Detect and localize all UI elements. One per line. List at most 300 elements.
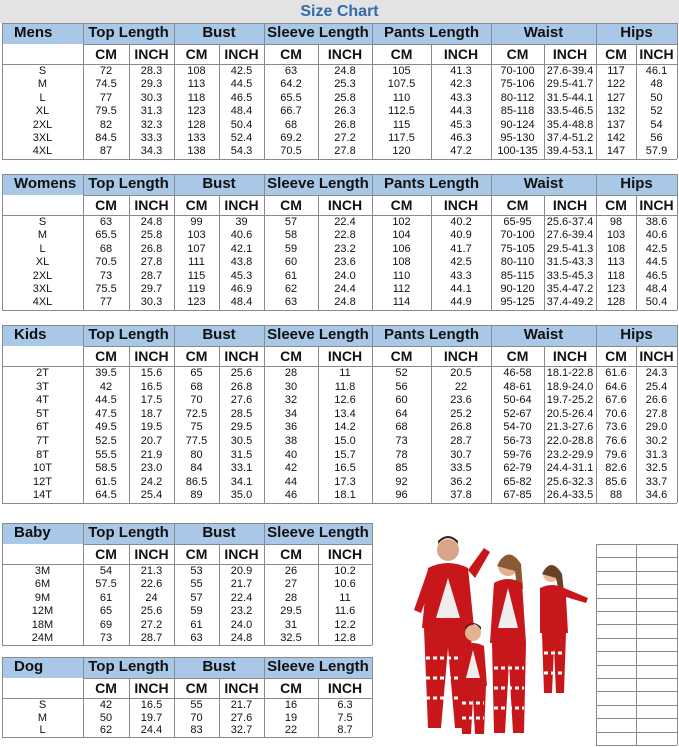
size-value: 25.6: [140, 605, 163, 618]
size-value: 61: [284, 269, 298, 282]
unit-inch-header: INCH: [552, 46, 588, 62]
size-value: 16: [284, 699, 298, 711]
unit-inch-header: INCH: [639, 197, 674, 213]
unit-cm-header: CM: [605, 348, 627, 364]
size-value: 35.4-48.8: [546, 118, 594, 131]
size-value: 10.6: [334, 578, 356, 591]
size-value: 72: [99, 65, 113, 77]
size-value: 75.5: [95, 283, 117, 295]
size-value: 44.5: [645, 256, 668, 269]
size-value: 42: [99, 380, 113, 393]
size-value: 43.3: [450, 91, 472, 104]
size-value: 25.6-37.4: [546, 216, 594, 228]
column-header: Pants Length: [372, 23, 491, 44]
size-value: 70-100: [500, 65, 535, 77]
size-value: 147: [606, 145, 626, 158]
size-value: 57.5: [95, 578, 117, 591]
size-value: 33.7: [645, 475, 668, 488]
unit-inch-header: INCH: [327, 348, 363, 364]
size-value: 52: [395, 367, 408, 379]
size-value: 30.3: [140, 296, 163, 309]
size-value: 26.8: [334, 118, 356, 131]
size-value: 113: [187, 78, 206, 91]
size-value: 63: [99, 216, 113, 228]
size-value: 65-95: [503, 216, 532, 228]
size-label: L: [39, 91, 46, 104]
size-value: 20.7: [140, 435, 163, 447]
size-value: 21.3: [140, 565, 163, 577]
unit-cm-header: CM: [95, 46, 117, 62]
size-value: 32.7: [230, 724, 253, 737]
size-value: 35.0: [230, 489, 253, 502]
size-value: 16.5: [140, 699, 163, 711]
size-value: 29.0: [645, 421, 668, 434]
size-value: 65.5: [280, 91, 302, 104]
size-value: 76.6: [605, 435, 627, 447]
size-value: 22.0-28.8: [546, 435, 594, 447]
size-label: 2XL: [32, 118, 53, 131]
size-value: 77: [99, 296, 113, 309]
size-value: 31.5-43.3: [546, 256, 594, 269]
size-value: 33.1: [230, 462, 253, 475]
size-value: 56: [650, 132, 663, 144]
column-header: Sleeve Length: [264, 657, 372, 678]
size-value: 40.6: [645, 229, 668, 242]
unit-inch-header: INCH: [327, 46, 363, 62]
unit-inch-header: INCH: [224, 680, 259, 696]
size-value: 24.4: [140, 724, 163, 737]
size-value: 104: [392, 229, 411, 242]
size-value: 82: [99, 118, 113, 131]
size-value: 70: [190, 711, 203, 724]
size-label: 4XL: [32, 296, 53, 309]
size-value: 67.6: [605, 394, 627, 407]
size-value: 27.6-39.4: [546, 229, 594, 242]
size-value: 44.5: [230, 78, 253, 91]
size-value: 22.8: [334, 229, 356, 242]
size-value: 95-130: [500, 132, 535, 144]
size-value: 27: [284, 578, 298, 591]
size-value: 23.2-29.9: [546, 448, 594, 461]
size-value: 59: [284, 242, 298, 255]
size-value: 25.4: [645, 380, 668, 393]
unit-inch-header: INCH: [134, 546, 169, 562]
size-value: 52-67: [503, 407, 532, 420]
size-value: 112: [392, 283, 411, 295]
size-label: XL: [35, 105, 50, 118]
section-title-dog: Dog: [2, 657, 83, 678]
size-value: 25.8: [140, 229, 163, 242]
unit-cm-header: CM: [280, 680, 302, 696]
size-value: 68: [395, 421, 408, 434]
size-value: 20.5-26.4: [546, 407, 594, 420]
size-value: 37.4-51.2: [546, 132, 594, 144]
size-value: 85-115: [500, 269, 535, 282]
size-value: 34.3: [140, 145, 163, 158]
size-value: 64.5: [95, 489, 117, 502]
size-value: 16.5: [334, 462, 356, 475]
size-value: 34.6: [645, 489, 668, 502]
size-value: 15.7: [334, 448, 356, 461]
size-value: 95-125: [500, 296, 535, 309]
size-label: 7T: [36, 435, 49, 447]
size-value: 50: [650, 91, 663, 104]
unit-cm-header: CM: [506, 348, 529, 364]
size-value: 64.6: [605, 380, 627, 393]
size-value: 19.7-25.2: [546, 394, 594, 407]
size-value: 87: [99, 145, 113, 158]
size-value: 34: [284, 407, 298, 420]
column-header: Sleeve Length: [264, 174, 372, 195]
size-value: 80-112: [500, 91, 535, 104]
size-value: 132: [606, 105, 626, 118]
size-value: 122: [606, 78, 626, 91]
column-header: Sleeve Length: [264, 523, 372, 544]
section-title-mens: Mens: [2, 23, 83, 44]
size-value: 77: [99, 91, 113, 104]
size-label: 14T: [33, 489, 52, 502]
size-value: 63: [284, 296, 298, 309]
family-pajamas-photo: [398, 528, 594, 744]
size-value: 27.6: [230, 711, 253, 724]
size-value: 31.3: [645, 448, 668, 461]
size-value: 61.6: [605, 367, 627, 379]
size-value: 70.5: [280, 145, 302, 158]
size-value: 84: [190, 462, 203, 475]
size-value: 108: [187, 65, 206, 77]
size-value: 62-79: [503, 462, 532, 475]
size-label: 8T: [36, 448, 49, 461]
size-value: 29.5-41.3: [546, 242, 594, 255]
size-label: M: [37, 78, 48, 91]
unit-inch-header: INCH: [443, 46, 479, 62]
size-value: 24: [145, 591, 158, 604]
unit-inch-header: INCH: [327, 680, 363, 696]
size-label: L: [39, 242, 46, 255]
size-value: 117: [607, 65, 625, 77]
size-value: 73.6: [605, 421, 627, 434]
size-value: 24.4-31.1: [546, 462, 594, 475]
size-value: 70-100: [500, 229, 535, 242]
size-value: 19.7: [140, 711, 163, 724]
size-value: 29.5: [230, 421, 253, 434]
size-value: 28: [284, 591, 298, 604]
size-value: 142: [606, 132, 626, 144]
unit-cm-header: CM: [506, 46, 529, 62]
size-value: 43.3: [450, 269, 472, 282]
unit-cm-header: CM: [605, 197, 627, 213]
size-value: 59: [190, 605, 203, 618]
size-value: 63: [190, 632, 203, 644]
size-value: 46: [284, 489, 298, 502]
size-value: 25.6-32.3: [546, 475, 594, 488]
size-value: 115: [392, 118, 411, 131]
size-value: 26.8: [140, 242, 163, 255]
size-value: 123: [606, 283, 626, 295]
size-value: 55.5: [95, 448, 117, 461]
size-value: 40.9: [450, 229, 472, 242]
size-value: 113: [607, 256, 625, 269]
size-value: 22: [454, 380, 468, 393]
size-value: 40.2: [450, 216, 472, 228]
size-value: 30.2: [645, 435, 668, 447]
size-value: 27.2: [140, 618, 163, 631]
size-value: 14.2: [334, 421, 356, 434]
size-value: 79.5: [95, 105, 117, 118]
size-value: 55: [190, 699, 203, 711]
size-value: 66.7: [280, 105, 302, 118]
size-value: 39.4-53.1: [546, 145, 594, 158]
column-header: Top Length: [83, 657, 174, 678]
size-value: 24.0: [230, 618, 253, 631]
size-value: 23.6: [450, 394, 472, 407]
size-value: 85-118: [500, 105, 535, 118]
size-value: 39.5: [95, 367, 117, 379]
size-value: 16.5: [140, 380, 163, 393]
size-value: 52: [650, 105, 663, 118]
size-value: 85.6: [605, 475, 627, 488]
column-header: Top Length: [83, 174, 174, 195]
unit-inch-header: INCH: [134, 197, 169, 213]
size-label: 3XL: [32, 132, 53, 144]
size-value: 31.5: [230, 448, 253, 461]
size-value: 36: [284, 421, 298, 434]
unit-cm-header: CM: [95, 546, 117, 562]
size-value: 25.4: [140, 489, 163, 502]
unit-cm-header: CM: [185, 197, 208, 213]
size-value: 60: [284, 256, 298, 269]
size-value: 28.7: [450, 435, 472, 447]
column-header: Bust: [174, 523, 264, 544]
size-value: 37.8: [450, 489, 472, 502]
column-header: Waist: [491, 325, 596, 346]
section-title-kids: Kids: [2, 325, 83, 346]
size-value: 24.2: [140, 475, 163, 488]
size-label: 24M: [31, 632, 54, 644]
size-value: 90-124: [500, 118, 535, 131]
size-value: 73: [99, 269, 113, 282]
size-value: 23.6: [334, 256, 356, 269]
size-value: 45.3: [450, 118, 472, 131]
column-header: Top Length: [83, 523, 174, 544]
size-value: 48.4: [230, 105, 253, 118]
size-label: 18M: [31, 618, 54, 631]
unit-cm-header: CM: [185, 348, 208, 364]
size-value: 83: [190, 724, 203, 737]
size-value: 22: [284, 724, 298, 737]
column-header: Hips: [596, 23, 677, 44]
column-header: Pants Length: [372, 174, 491, 195]
size-value: 103: [606, 229, 626, 242]
size-value: 80: [190, 448, 203, 461]
size-value: 18.1: [334, 489, 356, 502]
size-value: 46.9: [230, 283, 253, 295]
size-value: 115: [187, 269, 206, 282]
size-value: 57.9: [645, 145, 668, 158]
size-value: 90-120: [500, 283, 535, 295]
size-value: 57: [190, 591, 203, 604]
size-value: 17.3: [334, 475, 356, 488]
column-header: Pants Length: [372, 325, 491, 346]
size-value: 30.7: [450, 448, 472, 461]
size-value: 30.5: [230, 435, 253, 447]
size-value: 65: [99, 605, 113, 618]
size-value: 74.5: [95, 78, 117, 91]
size-value: 98: [609, 216, 623, 228]
size-value: 68: [190, 380, 203, 393]
size-value: 28.5: [230, 407, 253, 420]
column-header: Bust: [174, 174, 264, 195]
size-value: 118: [187, 91, 206, 104]
size-value: 12.2: [334, 618, 356, 631]
unit-inch-header: INCH: [134, 46, 169, 62]
size-value: 13.4: [334, 407, 356, 420]
size-value: 100-135: [497, 145, 538, 158]
size-value: 27.6: [230, 394, 253, 407]
size-value: 8.7: [337, 724, 353, 737]
size-value: 32: [284, 394, 298, 407]
size-value: 108: [392, 256, 411, 269]
size-value: 27.8: [140, 256, 163, 269]
column-header: Sleeve Length: [264, 325, 372, 346]
size-value: 86.5: [185, 475, 208, 488]
size-value: 57: [284, 216, 298, 228]
size-value: 111: [188, 256, 205, 269]
size-value: 29.5: [280, 605, 302, 618]
size-value: 21.9: [140, 448, 163, 461]
size-value: 82.6: [605, 462, 627, 475]
size-value: 127: [606, 91, 626, 104]
unit-inch-header: INCH: [224, 197, 259, 213]
size-value: 33.3: [140, 132, 163, 144]
size-value: 73: [395, 435, 408, 447]
size-value: 45.3: [230, 269, 253, 282]
size-value: 30.3: [140, 91, 163, 104]
size-value: 79.6: [605, 448, 627, 461]
size-value: 24.8: [230, 632, 253, 644]
unit-cm-header: CM: [95, 348, 117, 364]
size-value: 77.5: [185, 435, 208, 447]
size-value: 35.4-47.2: [546, 283, 594, 295]
size-value: 33.5-46.5: [546, 105, 594, 118]
size-value: 70: [190, 394, 203, 407]
size-value: 118: [607, 269, 625, 282]
size-value: 128: [606, 296, 626, 309]
column-header: Top Length: [83, 325, 174, 346]
size-value: 52.4: [230, 132, 253, 144]
unit-cm-header: CM: [506, 197, 529, 213]
size-label: 4XL: [32, 145, 53, 158]
chart-title: Size Chart: [0, 0, 679, 23]
size-value: 49.5: [95, 421, 117, 434]
size-value: 40: [284, 448, 298, 461]
size-value: 70.6: [605, 407, 627, 420]
size-value: 31.3: [140, 105, 163, 118]
size-value: 64: [395, 407, 408, 420]
size-value: 29.3: [140, 78, 163, 91]
section-title-womens: Womens: [2, 174, 83, 195]
size-value: 133: [187, 132, 206, 144]
size-value: 42.5: [450, 256, 472, 269]
size-value: 22.4: [334, 216, 356, 228]
size-value: 24.4: [334, 283, 356, 295]
size-value: 26: [284, 565, 298, 577]
size-label: 5T: [36, 407, 49, 420]
size-value: 56-73: [503, 435, 532, 447]
size-value: 42.5: [645, 242, 668, 255]
size-value: 20.5: [450, 367, 472, 379]
size-value: 60: [395, 394, 408, 407]
size-value: 42: [284, 462, 298, 475]
size-label: 6T: [36, 421, 49, 434]
size-value: 31.5-44.1: [546, 91, 594, 104]
size-label: 2XL: [32, 269, 53, 282]
size-value: 105: [392, 65, 411, 77]
unit-cm-header: CM: [390, 197, 413, 213]
size-value: 27.2: [334, 132, 356, 144]
size-value: 33.5: [450, 462, 472, 475]
size-value: 99: [190, 216, 203, 228]
unit-cm-header: CM: [390, 348, 413, 364]
unit-inch-header: INCH: [224, 46, 259, 62]
unit-cm-header: CM: [390, 46, 413, 62]
unit-cm-header: CM: [185, 546, 208, 562]
size-value: 28.7: [140, 632, 163, 644]
size-value: 26.3: [334, 105, 356, 118]
column-header: Waist: [491, 174, 596, 195]
size-value: 65-82: [503, 475, 532, 488]
size-value: 21.7: [230, 578, 253, 591]
size-value: 23.0: [140, 462, 163, 475]
size-value: 7.5: [337, 711, 353, 724]
size-value: 29.7: [140, 283, 163, 295]
size-label: 6M: [34, 578, 51, 591]
size-value: 44: [284, 475, 298, 488]
size-value: 32.5: [645, 462, 668, 475]
size-value: 123: [187, 296, 206, 309]
size-label: 4T: [36, 394, 49, 407]
size-value: 47.2: [450, 145, 472, 158]
size-value: 48-61: [503, 380, 532, 393]
size-label: 12T: [33, 475, 52, 488]
size-value: 24.8: [334, 296, 356, 309]
size-value: 44.9: [450, 296, 472, 309]
unit-cm-header: CM: [280, 546, 302, 562]
size-value: 92: [395, 475, 408, 488]
size-value: 75-105: [500, 242, 535, 255]
size-value: 46.1: [645, 65, 668, 77]
size-value: 50-64: [503, 394, 532, 407]
size-label: S: [38, 65, 47, 77]
size-value: 54-70: [503, 421, 532, 434]
size-value: 19: [284, 711, 298, 724]
size-value: 110: [392, 269, 411, 282]
size-value: 42: [99, 699, 113, 711]
size-value: 50.4: [645, 296, 668, 309]
size-value: 33.5-45.3: [546, 269, 594, 282]
size-value: 37.4-49.2: [546, 296, 594, 309]
size-value: 80-110: [500, 256, 535, 269]
size-value: 24.8: [334, 65, 356, 77]
size-value: 72.5: [185, 407, 208, 420]
size-value: 65: [190, 367, 203, 379]
size-value: 114: [392, 296, 411, 309]
size-value: 11: [339, 591, 351, 604]
size-value: 26.6: [645, 394, 668, 407]
size-value: 62: [99, 724, 113, 737]
size-value: 75-106: [500, 78, 535, 91]
size-value: 110: [392, 91, 411, 104]
